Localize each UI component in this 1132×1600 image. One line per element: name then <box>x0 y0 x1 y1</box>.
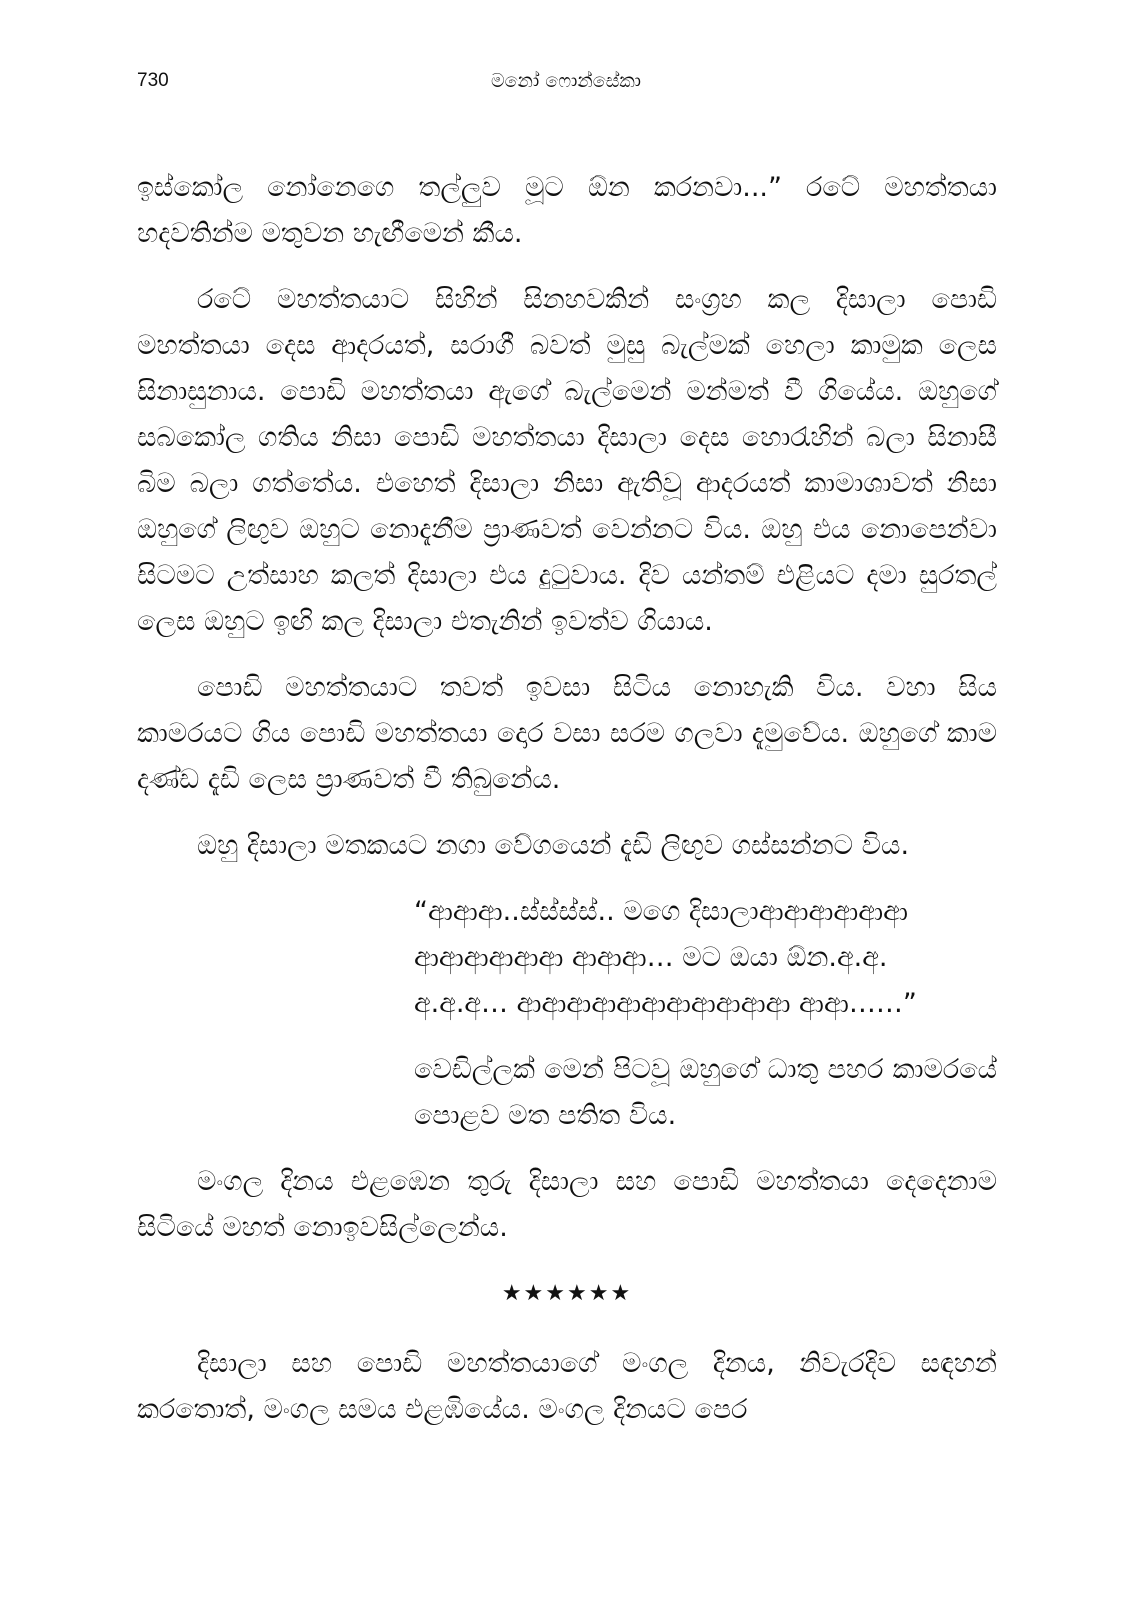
paragraph-3: පොඩි මහත්තයාට තවත් ඉවසා සිටිය නොහැකි විය. වහා සිය කාමරයට ගිය පොඩි මහත්තයා දොර වසා සරම ගලවා දැමුවේය. ඔහුගේ කාම දණ්ඩ දැඩි ලෙස ප්‍රාණවත් වී තිබුනේය. <box>137 672 997 795</box>
quote-line-3: අ.අ.අ… ආආආආආආආආආආආ ආආ……” <box>414 988 917 1019</box>
quote-block <box>414 889 997 1027</box>
paragraph-7: දිසාලා සහ පොඩි මහත්තයාගේ මංගල දිනය, නිවැරදිව සඳහන් කරතොත්, මංගල සමය එළඹියේය. මංගල දිනයට පෙර <box>137 1348 997 1425</box>
paragraph-2: රටේ මහත්තයාට සිහින් සිනහවකින් සංග්‍රහ කල දිසාලා පොඩි මහත්තයා දෙස ආදරයත්, සරාගී බවත් මුසු බැල්මක් හෙලා කාමුක ලෙස සිනාසුනාය. පොඩි මහත්තයා ඇගේ බැල්මෙන් මන්මත් වී ගියේය. ඔහුගේ සබකෝල ගතිය නිසා පොඩි මහත්තයා දිසාලා දෙස හොරැහින් බලා සිනාසී බිම බලා ගත්තේය. එහෙත් දිසාලා නිසා ඇතිවූ ආදරයත් කාමාශාවත් නිසා ඔහුගේ ලිඟුව ඔහුට නොදැනීම ප්‍රාණවත් වෙන්නට විය. ඔහු එය නොපෙන්වා සිටමට උත්සාහ කලත් දිසාලා එය දුටුවාය. දිව යන්තම් එළියට දමා සුරතල් ලෙස ඔහුට ඉඟි කල දිසාලා එතැනින් ඉවත්ව ගියාය. <box>137 284 997 637</box>
running-head: මනෝ ෆොන්සේකා <box>490 70 642 92</box>
page-number: 730 <box>137 70 169 91</box>
paragraph-6: මංගල දිනය එළඹෙන තුරු දිසාලා සහ පොඩි මහත්තයා දෙදෙනාම සිටියේ මහත් නොඉවසිල්ලෙන්ය. <box>137 1166 997 1243</box>
page-header <box>0 70 1132 100</box>
quote-line-2: ආආආආආආ ආආආ… මට ඔයා ඕන.අ.අ. <box>414 942 888 973</box>
quote-line-1: “ආආආ..ස්ස්ස්ස්.. මගෙ දිසාලාආආආආආආ <box>414 896 909 927</box>
paragraph-4: ඔහු දිසාලා මතකයට නගා වේගයෙන් දැඩි ලිඟුව ගස්සන්නට විය. <box>197 830 910 861</box>
paragraph-1: ඉස්කෝල නෝනෙගෙ තල්ලුව මූට ඕන කරනවා...” රටේ මහත්තයා හදවතින්ම මතුවන හැඟීමෙන් කීය. <box>137 172 997 249</box>
paragraph-5: වෙඩිල්ලක් මෙන් පිටවූ ඔහුගේ ධාතු පහර කාමරයේ පොළව මත පතිත විය. <box>414 1054 997 1131</box>
section-separator: ★★★★★★ <box>501 1281 633 1306</box>
page-body <box>137 165 997 1453</box>
